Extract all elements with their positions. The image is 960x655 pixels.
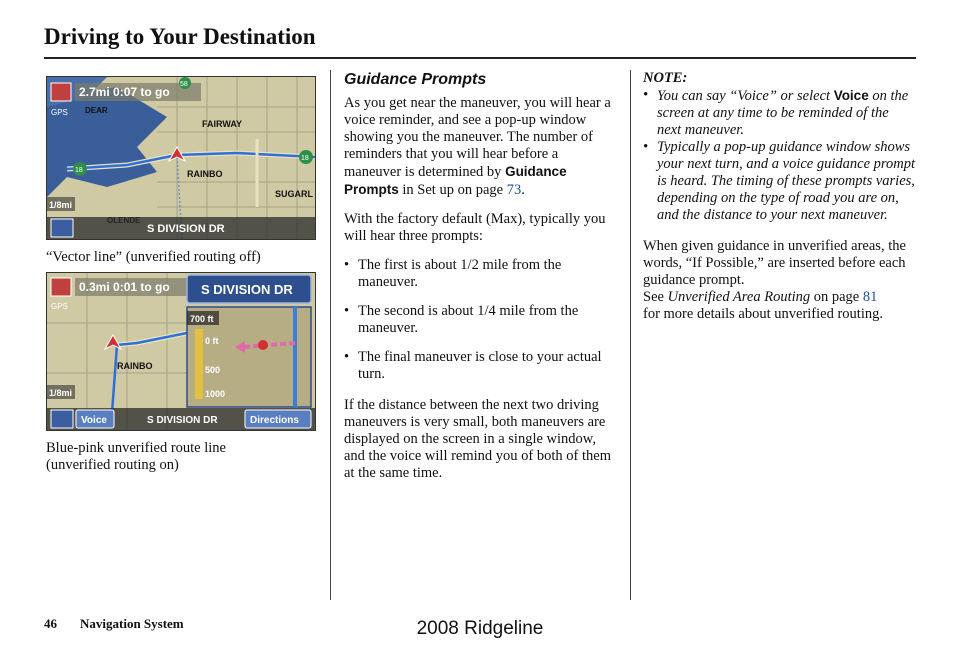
list-item: • The second is about 1/4 mile from the maneuver. <box>344 303 616 337</box>
map-scale: 1/8mi <box>49 388 73 398</box>
map-scale: 1/8mi <box>49 200 73 210</box>
svg-text:1000: 1000 <box>205 389 226 399</box>
compass-icon <box>51 83 71 101</box>
note-label: NOTE: <box>643 70 688 86</box>
list-item: • The first is about 1/2 mile from the maneuver. <box>344 257 616 291</box>
unverified-paragraph: When given guidance in unverified areas, the words, “If Possible,” are inserted before each guidance prompt. See Unverified Area Routing on page 81 for more details about unverified routing. <box>643 238 906 322</box>
road-label: RAINBO <box>187 169 223 179</box>
road-label: SUGARL <box>275 189 313 199</box>
footer-section-name: Navigation System <box>80 616 184 631</box>
street-name: S DIVISION DR <box>147 415 218 426</box>
caption-vector-line: “Vector line” (unverified routing off) <box>46 249 261 265</box>
svg-text:500: 500 <box>205 365 221 375</box>
footer-model-name: 2008 Ridgeline <box>416 618 544 639</box>
svg-text:0 ft: 0 ft <box>205 336 219 346</box>
list-item: • Typically a pop-up guidance window shows your next turn, and a voice guidance prompt is heard. The timing of these prompts varies, depending on the type of road you are on, and the distance to your next maneuver. <box>643 139 915 224</box>
compass-icon <box>51 278 71 296</box>
column-divider-right <box>630 70 631 600</box>
gps-icon: GPS <box>51 302 68 311</box>
distance-readout: 2.7mi 0:07 to go <box>79 85 170 99</box>
gps-icon: GPS <box>51 108 68 117</box>
guidance-paragraph-2: With the factory default (Max), typically you will hear three prompts: <box>344 211 606 244</box>
svg-text:Voice: Voice <box>81 415 107 426</box>
distance-bar <box>195 329 203 399</box>
list-item: • You can say “Voice” or select Voice on the screen at any time to be reminded of the next maneuver. <box>643 87 915 139</box>
prompt-list <box>344 257 616 383</box>
page-number: 46 <box>44 616 57 631</box>
note-list <box>643 87 915 224</box>
list-item: • The final maneuver is close to your actual turn. <box>344 349 616 383</box>
svg-text:700 ft: 700 ft <box>190 314 214 324</box>
guidance-paragraph-3: If the distance between the next two driving maneuvers is very small, both maneuvers are displayed on the screen in a single window, and the voice will remind you of both of them at the same time. <box>344 397 611 481</box>
caption-unverified-route: Blue-pink unverified route line (unverified routing on) <box>46 440 226 473</box>
cross-reference: Unverified Area Routing <box>667 289 811 305</box>
column-divider-left <box>330 70 331 600</box>
popup-street-name: S DIVISION DR <box>201 282 293 297</box>
section-heading: Guidance Prompts <box>344 71 487 88</box>
turn-point-icon <box>258 340 268 350</box>
svg-text:18: 18 <box>75 167 83 174</box>
nav-screenshot-unverified-route <box>46 272 316 431</box>
ui-label: Voice <box>833 88 869 103</box>
page-link-81[interactable]: 81 <box>862 289 878 305</box>
street-name: S DIVISION DR <box>147 223 225 235</box>
nav-screenshot-vector-line <box>46 76 316 240</box>
guidance-prompts-section <box>344 70 616 494</box>
page-link-73[interactable]: 73 <box>506 182 522 198</box>
icon-button[interactable] <box>51 410 73 428</box>
guidance-paragraph-1: As you get near the maneuver, you will hear a voice reminder, and see a pop-up window showing you the maneuver. The number of reminders that you will hear before a maneuver is determined by Guidance Prompts in Set up on page 73. <box>344 95 611 198</box>
ui-label: Guidance Prompts <box>344 164 567 197</box>
svg-text:58: 58 <box>180 81 188 88</box>
notes-section <box>643 70 915 335</box>
map-view-2 <box>47 273 315 430</box>
distance-readout: 0.3mi 0:01 to go <box>79 280 170 294</box>
road-label: RAINBO <box>117 361 153 371</box>
svg-text:18: 18 <box>301 155 309 162</box>
road-label: DEAR <box>85 106 108 115</box>
page-title: Driving to Your Destination <box>44 24 316 49</box>
icon-button[interactable] <box>51 219 73 237</box>
svg-text:Directions: Directions <box>250 415 299 426</box>
title-rule <box>44 57 916 59</box>
road-label: FAIRWAY <box>202 119 243 129</box>
map-view-1 <box>47 77 315 239</box>
